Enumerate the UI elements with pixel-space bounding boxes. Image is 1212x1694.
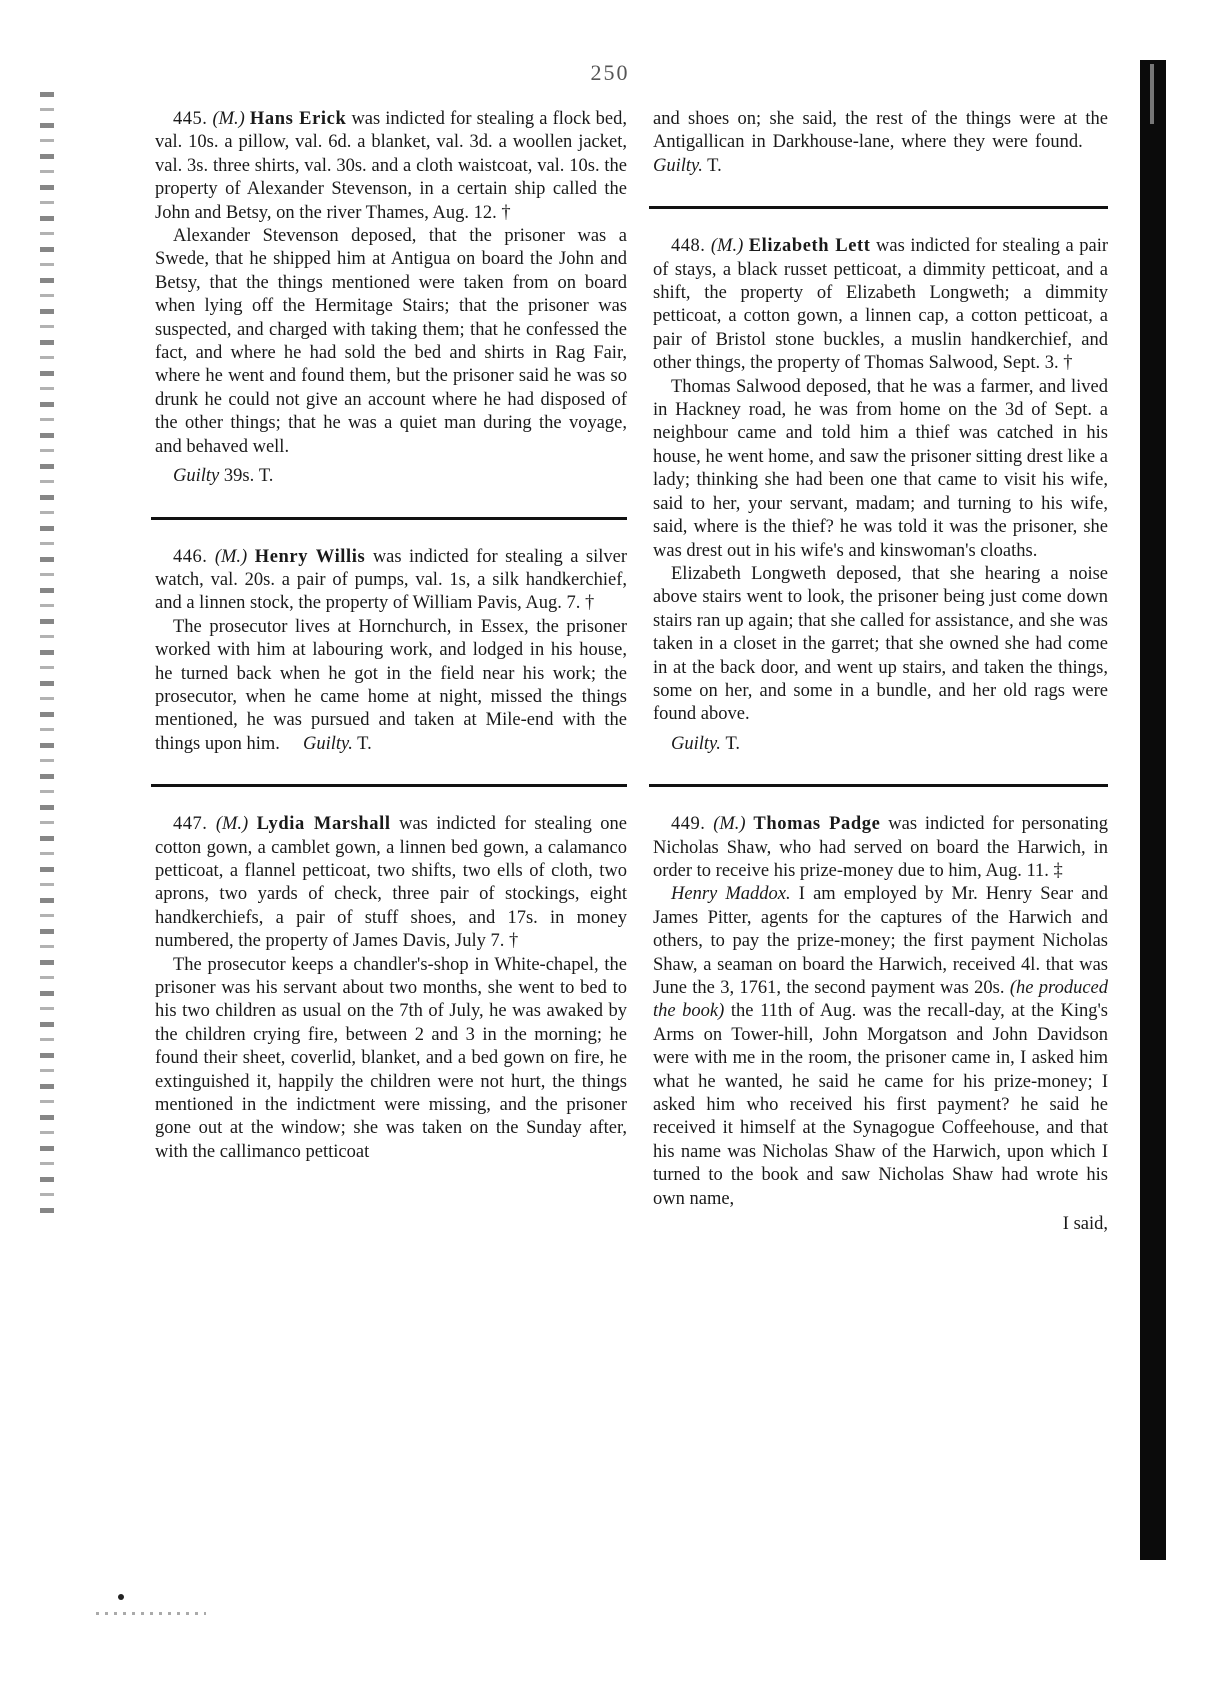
sentence: T. [707, 155, 722, 176]
verdict-line [653, 733, 1108, 756]
trial-entry-448 [653, 235, 1108, 756]
trial-entry-447 [155, 813, 627, 1164]
testimony-text: Alexander Stevenson deposed, that the prisoner was a Swede, that he shipped him at Antigua on board the John and Betsy, that the things mentioned were taken from on board when lying off the Hermitage Stairs; that the prisoner was suspected, and charged with taking them; that he confessed the fact, and where he had sold the bed and shirts in Rag Fair, where he went and found them, but the prisoner said he was so drunk he could not give an account where he had disposed of the other things; that he was a quiet man during the voyage, and behaved well. [155, 226, 627, 457]
entry-number: 446. [173, 546, 208, 567]
witness-name: Henry Maddox. [671, 884, 791, 905]
right-column [653, 108, 1108, 1236]
scan-speck [118, 1594, 124, 1600]
testimony-text: the 11th of Aug. was the recall-day, at the King's Arms on Tower-hill, John Morgatson and John Davidson were with me in the room, the prisoner came in, I asked him what he wanted, he said he came for his prize-money; I asked him who received his first payment? he said he received it himself at the Synagogue Coffeehouse, and that his name was Nicholas Shaw of the Harwich, upon which I turned to the book and saw Nicholas Shaw had wrote his own name, [653, 1001, 1108, 1209]
entry-number: 449. [671, 814, 706, 835]
sentence: T. [258, 466, 274, 487]
verdict-line [155, 465, 627, 488]
verdict: Guilty. [653, 155, 703, 176]
court-code: (M.) [215, 814, 249, 835]
continuation-paragraph [653, 108, 1108, 178]
entry-charge [155, 813, 627, 953]
entry-charge [155, 108, 627, 225]
defendant-name: Elizabeth Lett [748, 236, 871, 257]
charge-text: was indicted for stealing one cotton gown, a camblet gown, a linnen bed gown, a calamanco petticoat, a flannel petticoat, two shifts, two ells of cloth, two aprons, two yards of check, three pair of stockings, eight handkerchiefs, a pair of stuff shoes, and 17s. in money numbered, the property of James Davis, July 7. † [155, 814, 628, 952]
verdict: Guilty. [671, 733, 721, 754]
scan-edge-highlight [1150, 64, 1154, 124]
testimony-paragraph [653, 883, 1108, 1211]
court-code: (M.) [212, 109, 245, 129]
court-code: (M.) [214, 546, 248, 567]
defendant-name: Henry Willis [254, 546, 366, 567]
aside-note: (he produced the book) [653, 978, 1108, 1022]
entry-divider [151, 784, 627, 787]
charge-text: was indicted for personating Nicholas Shaw, who had served on board the Harwich, in order to receive his prize-money due to him, Aug. 11. ‡ [653, 814, 1108, 881]
trial-entry-447-continued [653, 108, 1108, 178]
entry-divider [151, 517, 627, 520]
charge-text: was indicted for stealing a pair of stays, a black russet petticoat, a dimmity petticoat, and a shift, the property of Elizabeth Longweth; a dimmity petticoat, a cotton gown, a linnen cap, a cotton petticoat, a pair of Bristol stone buckles, a muslin handkerchief, and other things, the property of Thomas Salwood, Sept. 3. † [653, 236, 1108, 374]
trial-entry-445 [155, 108, 627, 489]
scan-noise [96, 1612, 206, 1615]
entry-charge [653, 813, 1108, 883]
testimony-text: Thomas Salwood deposed, that he was a farmer, and lived in Hackney road, he was from home on the 3d of Sept. a neighbour came and told him a thief was catched in his house, he went home, and saw the prisoner sitting drest like a lady; thinking she had been one that came to visit his wife, said to her, your servant, madam; and turning to his wife, said, where is the thief? he was told it was the prisoner, she was drest out in his wife's and kinswoman's cloaths. [653, 376, 1108, 561]
verdict: Guilty [173, 466, 220, 487]
entry-divider [649, 206, 1108, 209]
entry-number: 445. [173, 109, 208, 129]
testimony-text: The prosecutor keeps a chandler's-shop in White-chapel, the prisoner was his servant about two months, she went to bed to his two children as usual on the 7th of July, he was awaked by the children crying fire, between 2 and 3 in the morning; he found their sheet, coverlid, blanket, and a bed gown on fire, he extinguished it, happily the children were not hurt, the things mentioned in the indictment were missing, and the prisoner gone out at the window; she was taken on the Sunday after, with the callimanco petticoat [155, 954, 627, 1162]
entry-divider [649, 784, 1108, 787]
testimony-text: I am employed by Mr. Henry Sear and James Pitter, agents for the captures of the Harwich and others, to pay the prize-money; the first payment Nicholas Shaw, a seaman on board the Harwich, received 4l. that was June the 3, 1761, the second payment was 20s. [653, 884, 1108, 998]
court-code: (M.) [710, 236, 744, 257]
defendant-name: Lydia Marshall [256, 814, 391, 835]
testimony-text: The prosecutor lives at Hornchurch, in Essex, the prisoner worked with him at labouring work, and lodged in his house, he turned back when he got in the field near his work; the prosecutor, when he came home at night, missed the things mentioned, he was pursued and taken at Mile-end with the things upon him. [155, 616, 627, 754]
continuation-text: and shoes on; she said, the rest of the things were at the Antigallican in Darkhouse-lane, where they were found. [653, 109, 1108, 153]
sentence: T. [725, 733, 741, 754]
entry-number: 447. [173, 814, 208, 835]
defendant-name: Thomas Padge [753, 814, 881, 835]
court-code: (M.) [713, 814, 746, 835]
scan-edge-shadow [1140, 60, 1166, 1560]
left-column [155, 108, 627, 1164]
trial-entry-449 [653, 813, 1108, 1236]
verdict: Guilty. [303, 733, 353, 754]
charge-text: was indicted for stealing a flock bed, val. 10s. a pillow, val. 6d. a blanket, val. 3d. a woollen jacket, val. 3s. three shirts, val. 30s. and a cloth waistcoat, val. 10s. the property of Alexander Stevenson, in a certain ship called the John and Betsy, on the river Thames, Aug. 12. † [155, 109, 628, 223]
entry-charge [653, 235, 1108, 375]
testimony-paragraph [155, 616, 627, 756]
verdict-value: 39s. [223, 466, 255, 487]
entry-charge [155, 546, 627, 616]
defendant-name: Hans Erick [249, 109, 347, 129]
catchword: I said, [1062, 1214, 1108, 1235]
testimony-text: Elizabeth Longweth deposed, that she hearing a noise above stairs went to look, the prisoner being just come down stairs ran up again; that she called for assistance, and she was taken in a closet in the garret; that she owned she had come in at the back door, and went up stairs, and taken the things, some on her, and some in a bundle, and her old rags were found above. [653, 563, 1108, 725]
page-number: 250 [590, 60, 630, 85]
binding-edge-marks [40, 92, 54, 1222]
trial-entry-446 [155, 546, 627, 757]
entry-number: 448. [671, 236, 706, 257]
sentence: T. [357, 733, 372, 754]
charge-text: was indicted for stealing a silver watch, val. 20s. a pair of pumps, val. 1s, a silk handkerchief, and a linnen stock, the property of William Pavis, Aug. 7. † [155, 546, 627, 614]
